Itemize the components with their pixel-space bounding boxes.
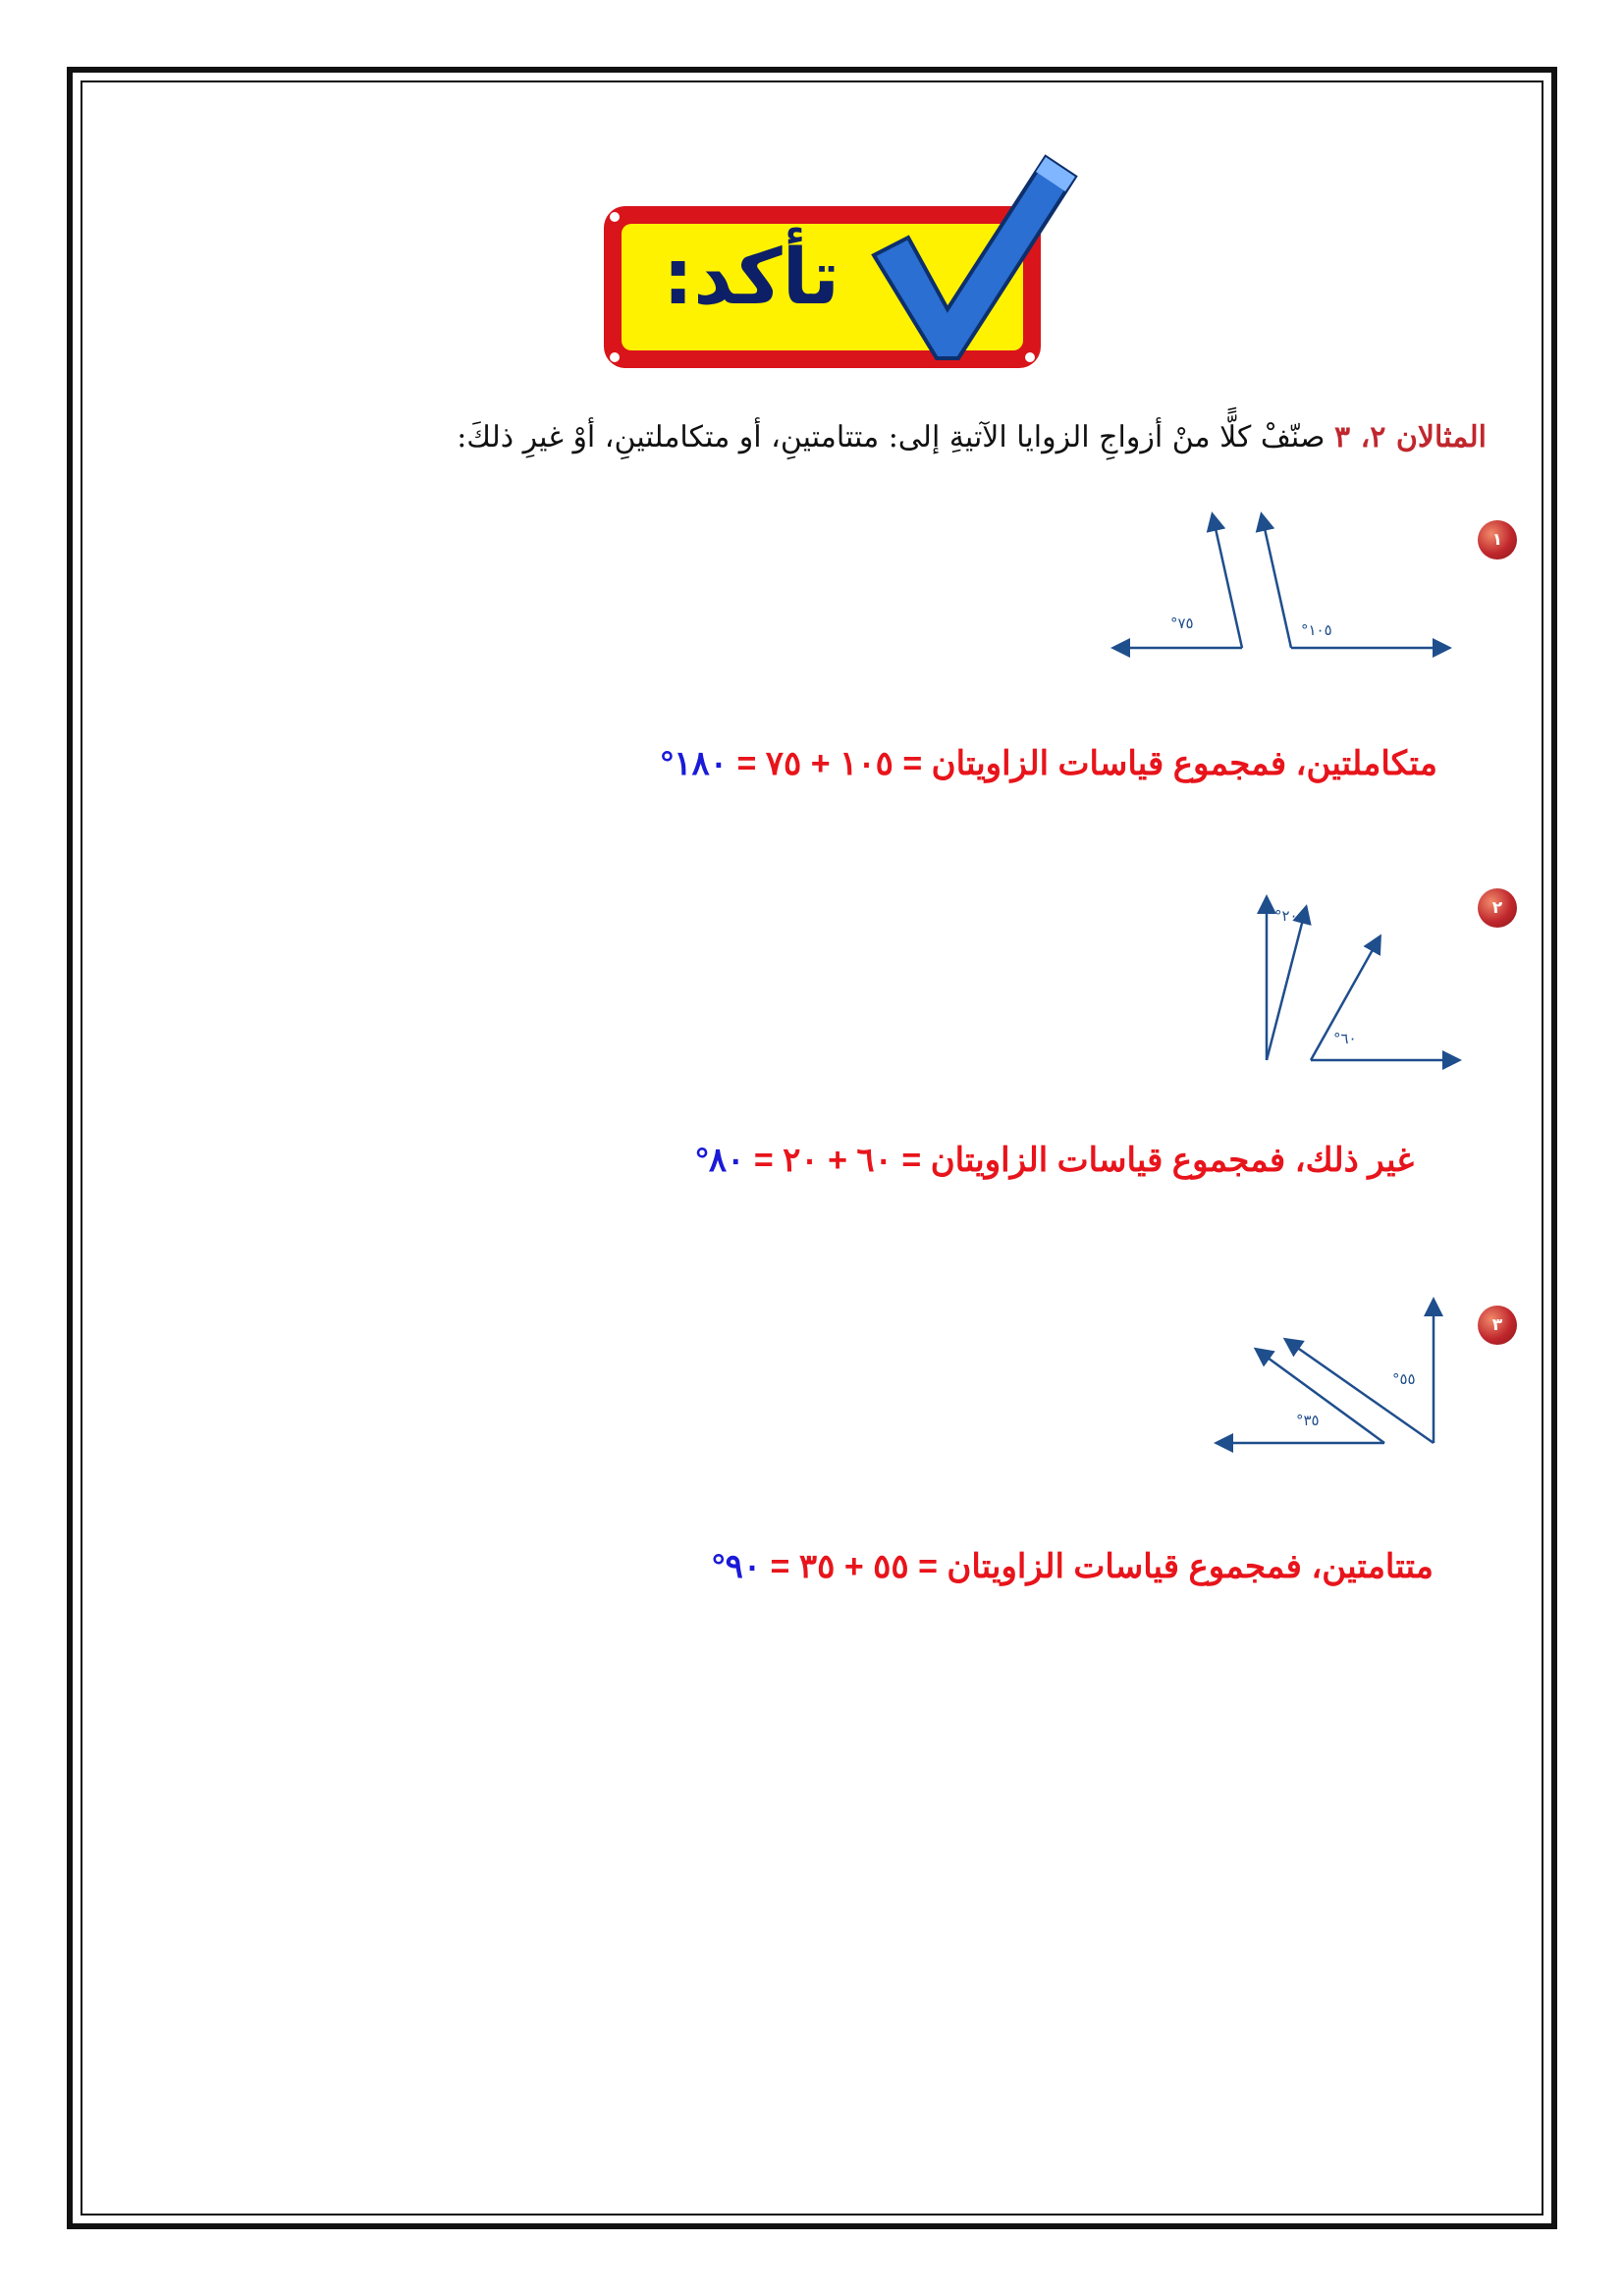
angle-label: °٦٠ — [1333, 1030, 1357, 1047]
ray — [1213, 515, 1242, 648]
answer-result: ٩٠° — [711, 1548, 762, 1585]
answer-result: ١٨٠° — [660, 745, 729, 782]
ray — [1262, 515, 1291, 648]
answer-2 — [695, 1141, 1414, 1180]
answer-1 — [661, 744, 1437, 783]
badge-rivet — [610, 212, 620, 222]
angle-label: °٢٠ — [1274, 907, 1298, 925]
checkmark-icon — [864, 147, 1090, 368]
badge-rivet — [610, 352, 620, 362]
ray — [1267, 908, 1306, 1060]
instruction-text: صنّفْ كلًّا منْ أزواجِ الزوايا الآتيةِ إلى: متتامتينِ، أو متكاملتينِ، أوْ غيرِ ذلكَ: — [457, 420, 1334, 454]
instruction-examples-ref: المثالان ٢، ٣ — [1334, 420, 1487, 454]
title-text: تأكد: — [663, 234, 840, 322]
angle-label: °٣٥ — [1296, 1412, 1320, 1429]
problem-number-3: ٣ — [1478, 1306, 1517, 1345]
angle-label: °٧٥ — [1170, 614, 1194, 632]
angle-diagram-1 — [1100, 506, 1453, 672]
angle-label: °١٠٥ — [1301, 621, 1332, 639]
answer-text: متكاملتين، فمجموع قياسات الزاويتان = ١٠٥ + ٧٥ = — [728, 745, 1437, 782]
answer-result: ٨٠° — [695, 1142, 745, 1179]
answer-text: غير ذلك، فمجموع قياسات الزاويتان = ٦٠ + ٢٠ = — [744, 1142, 1414, 1179]
problem-number-2: ٢ — [1478, 888, 1517, 928]
problem-number-1: ١ — [1478, 520, 1517, 560]
instruction-line — [92, 420, 1487, 454]
answer-text: متتامتين، فمجموع قياسات الزاويتان = ٥٥ + ٣٥ = — [761, 1548, 1434, 1585]
angle-diagram-3 — [1203, 1286, 1458, 1463]
angle-label: °٥٥ — [1392, 1370, 1416, 1388]
answer-3 — [712, 1547, 1434, 1586]
angle-diagram-2 — [1208, 883, 1463, 1070]
